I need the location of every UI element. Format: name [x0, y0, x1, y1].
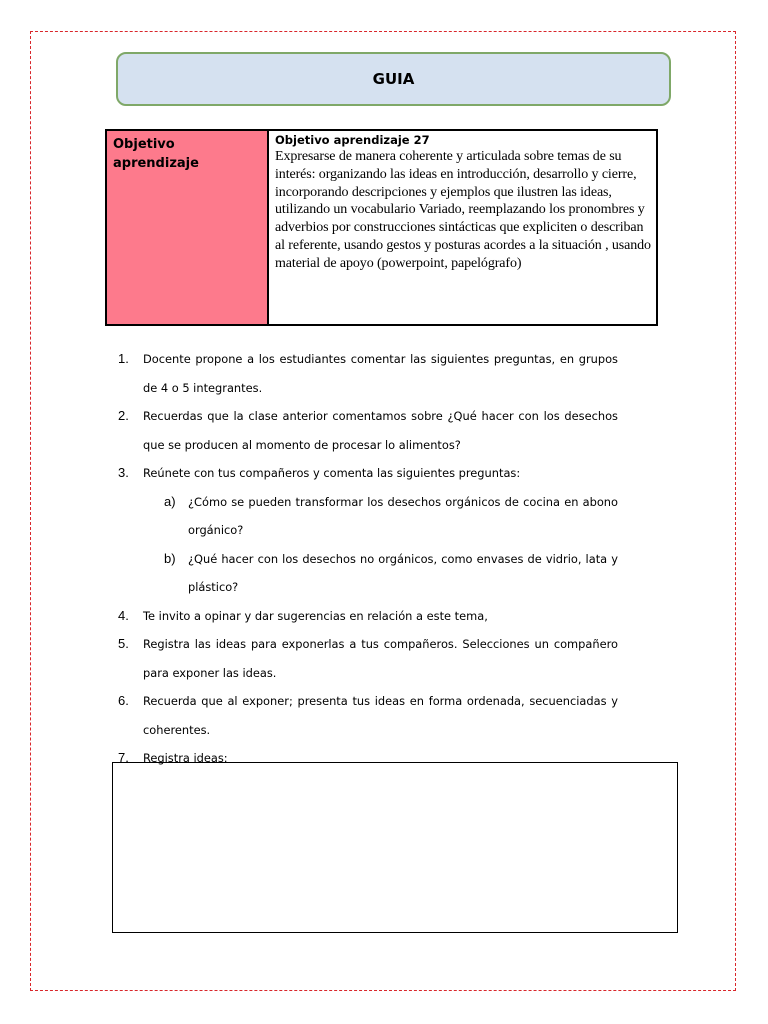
ideas-answer-box[interactable]	[112, 762, 678, 933]
sub-item-letter: b)	[164, 550, 176, 566]
objective-text: Expresarse de manera coherente y articulada sobre temas de su interés: organizando las ideas en introducción, desarrollo y cierre, incorporando descripciones y ejemplos que ilustren las ideas, utilizando un vocabulario Variado, reemplazando los pronombres y adverbios por construcciones sintácticas que expliciten o describan al referente, usando gestos y posturas acordes a la situación , usando material de apoyo (powerpoint, papelógrafo)	[275, 149, 651, 271]
item-number: 7.	[118, 750, 129, 765]
guide-title-banner	[116, 52, 671, 106]
item-number: 5.	[118, 636, 129, 651]
item-number: 1.	[118, 351, 129, 366]
objective-label: Objetivo aprendizaje	[113, 137, 199, 171]
sub-item-text: ¿Qué hacer con los desechos no orgánicos, como envases de vidrio, lata y plástico?	[188, 551, 618, 594]
item-text: Recuerda que al exponer; presenta tus ideas en forma ordenada, secuenciadas y coherentes.	[143, 694, 618, 737]
list-item	[118, 602, 618, 631]
item-number: 2.	[118, 408, 129, 423]
item-text: Reúnete con tus compañeros y comenta las siguientes preguntas:	[143, 466, 521, 480]
item-number: 6.	[118, 693, 129, 708]
item-text: Registra las ideas para exponerlas a tus compañeros. Selecciones un compañero para exponer las ideas.	[143, 637, 618, 680]
list-item	[118, 687, 618, 744]
objective-heading: Objetivo aprendizaje 27	[275, 133, 430, 147]
guide-title: GUIA	[372, 70, 415, 88]
objective-label-cell	[106, 130, 268, 325]
sub-item-text: ¿Cómo se pueden transformar los desechos orgánicos de cocina en abono orgánico?	[188, 494, 618, 537]
list-item	[118, 402, 618, 459]
sub-item-letter: a)	[164, 493, 176, 509]
item-text: Recuerdas que la clase anterior comentamos sobre ¿Qué hacer con los desechos que se producen al momento de procesar lo alimentos?	[143, 409, 618, 452]
item-number: 3.	[118, 465, 129, 480]
list-item	[118, 630, 618, 687]
objective-row	[106, 130, 657, 325]
objective-table	[105, 129, 658, 326]
item-number: 4.	[118, 607, 129, 623]
sub-list-item	[118, 488, 618, 545]
item-text: Te invito a opinar y dar sugerencias en relación a este tema,	[143, 608, 488, 623]
instruction-list	[118, 345, 618, 773]
item-text: Registra ideas:	[143, 751, 228, 765]
item-text: Docente propone a los estudiantes comentar las siguientes preguntas, en grupos de 4 o 5 integrantes.	[143, 352, 618, 395]
list-item	[118, 345, 618, 402]
sub-list-item	[118, 545, 618, 602]
list-item	[118, 459, 618, 488]
objective-content-cell	[268, 130, 657, 325]
